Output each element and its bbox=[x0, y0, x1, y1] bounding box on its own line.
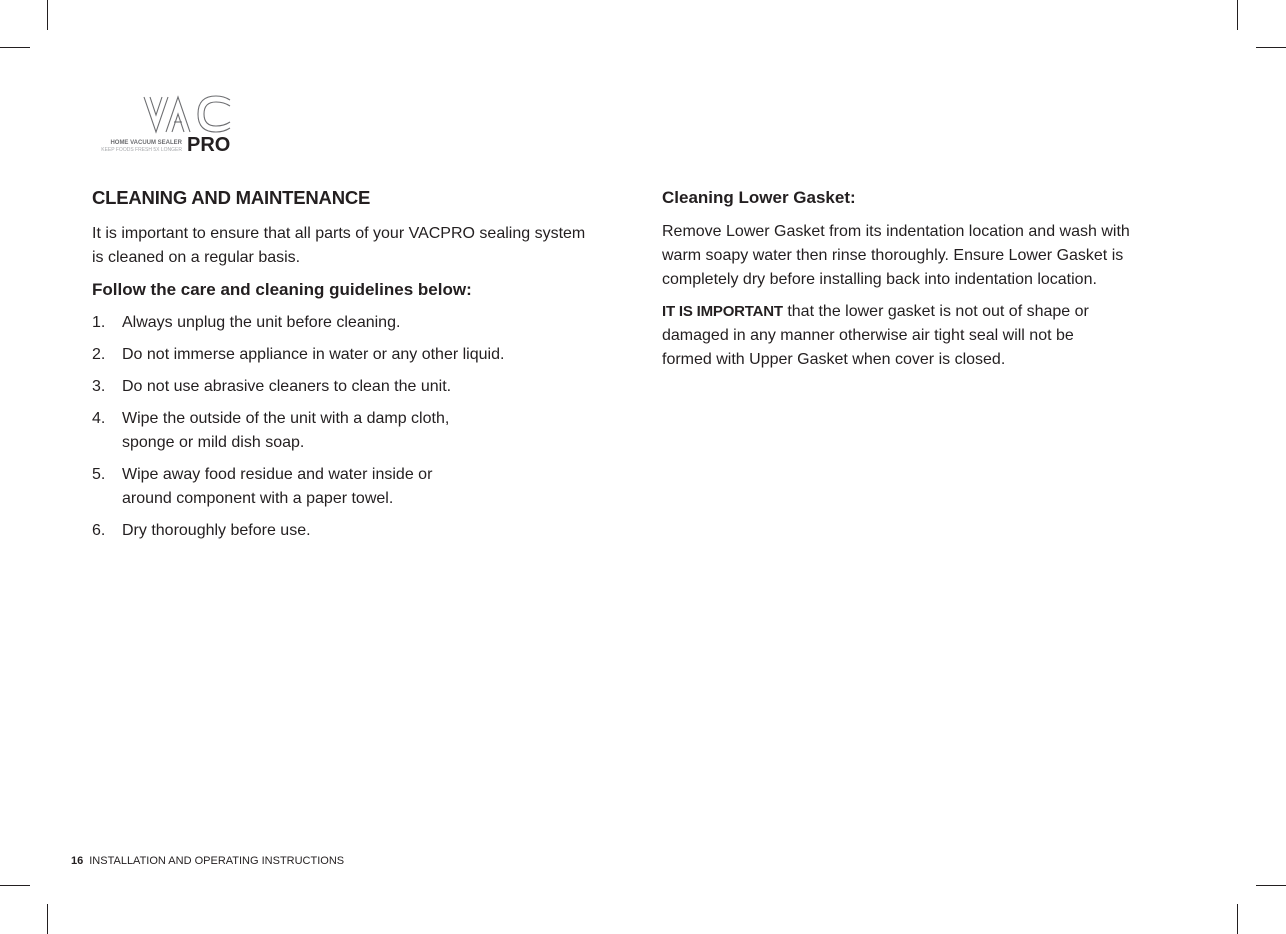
section-heading: CLEANING AND MAINTENANCE bbox=[92, 187, 371, 208]
step-text: Dry thoroughly before use. bbox=[122, 522, 311, 539]
page-footer bbox=[71, 853, 344, 869]
step-text: Always unplug the unit before cleaning. bbox=[122, 314, 401, 331]
step-number: 3. bbox=[92, 378, 106, 395]
crop-mark-top-right-vertical bbox=[1237, 0, 1238, 30]
crop-mark-bottom-right-horizontal bbox=[1256, 885, 1286, 886]
step-text: Do not immerse appliance in water or any other liquid. bbox=[122, 346, 505, 363]
cleaning-steps-list bbox=[92, 311, 592, 543]
paragraph-line: that the lower gasket is not out of shape or bbox=[782, 303, 1089, 320]
crop-mark-bottom-right-vertical bbox=[1237, 904, 1238, 934]
crop-mark-bottom-left-horizontal bbox=[0, 885, 30, 886]
footer-label: INSTALLATION AND OPERATING INSTRUCTIONS bbox=[89, 855, 345, 867]
logo-tagline-2: KEEP FOODS FRESH 5X LONGER bbox=[101, 147, 182, 153]
guidelines-subheading: Follow the care and cleaning guidelines below: bbox=[92, 280, 472, 299]
step-text-line-2: around component with a paper towel. bbox=[122, 490, 394, 507]
logo-wordmark-bottom: PRO bbox=[187, 134, 231, 156]
list-item bbox=[92, 407, 592, 455]
list-item bbox=[92, 519, 592, 543]
list-item bbox=[92, 463, 592, 511]
step-text-line-1: Wipe away food residue and water inside or bbox=[122, 466, 433, 483]
lower-gasket-heading: Cleaning Lower Gasket: bbox=[662, 188, 856, 207]
crop-mark-top-left-horizontal bbox=[0, 47, 30, 48]
crop-mark-top-left-vertical bbox=[47, 0, 48, 30]
list-item bbox=[92, 343, 592, 367]
list-item bbox=[92, 375, 592, 399]
step-number: 5. bbox=[92, 466, 106, 483]
paragraph-line: Remove Lower Gasket from its indentation location and wash with bbox=[662, 223, 1130, 240]
crop-mark-bottom-left-vertical bbox=[47, 904, 48, 934]
step-number: 6. bbox=[92, 522, 106, 539]
vacpro-logo bbox=[90, 92, 240, 156]
page-number: 16 bbox=[71, 855, 84, 867]
paragraph-line: completely dry before installing back into indentation location. bbox=[662, 271, 1097, 288]
step-number: 1. bbox=[92, 314, 106, 331]
crop-mark-top-right-horizontal bbox=[1256, 47, 1286, 48]
step-number: 4. bbox=[92, 410, 106, 427]
left-column bbox=[92, 186, 592, 551]
intro-paragraph: It is important to ensure that all parts of your VACPRO sealing system is cleaned on a regular basis. bbox=[92, 225, 586, 266]
lower-gasket-paragraph bbox=[662, 220, 1202, 292]
paragraph-line: formed with Upper Gasket when cover is closed. bbox=[662, 351, 1006, 368]
step-text-line-2: sponge or mild dish soap. bbox=[122, 434, 305, 451]
list-item bbox=[92, 311, 592, 335]
paragraph-line: warm soapy water then rinse thoroughly. Ensure Lower Gasket is bbox=[662, 247, 1124, 264]
important-paragraph bbox=[662, 300, 1202, 372]
step-number: 2. bbox=[92, 346, 106, 363]
paragraph-line: damaged in any manner otherwise air tight seal will not be bbox=[662, 327, 1074, 344]
step-text: Do not use abrasive cleaners to clean the unit. bbox=[122, 378, 452, 395]
logo-tagline-1: HOME VACUUM SEALER bbox=[110, 140, 182, 146]
right-column bbox=[662, 186, 1202, 380]
important-lead: IT IS IMPORTANT bbox=[662, 303, 783, 320]
step-text-line-1: Wipe the outside of the unit with a damp cloth, bbox=[122, 410, 450, 427]
